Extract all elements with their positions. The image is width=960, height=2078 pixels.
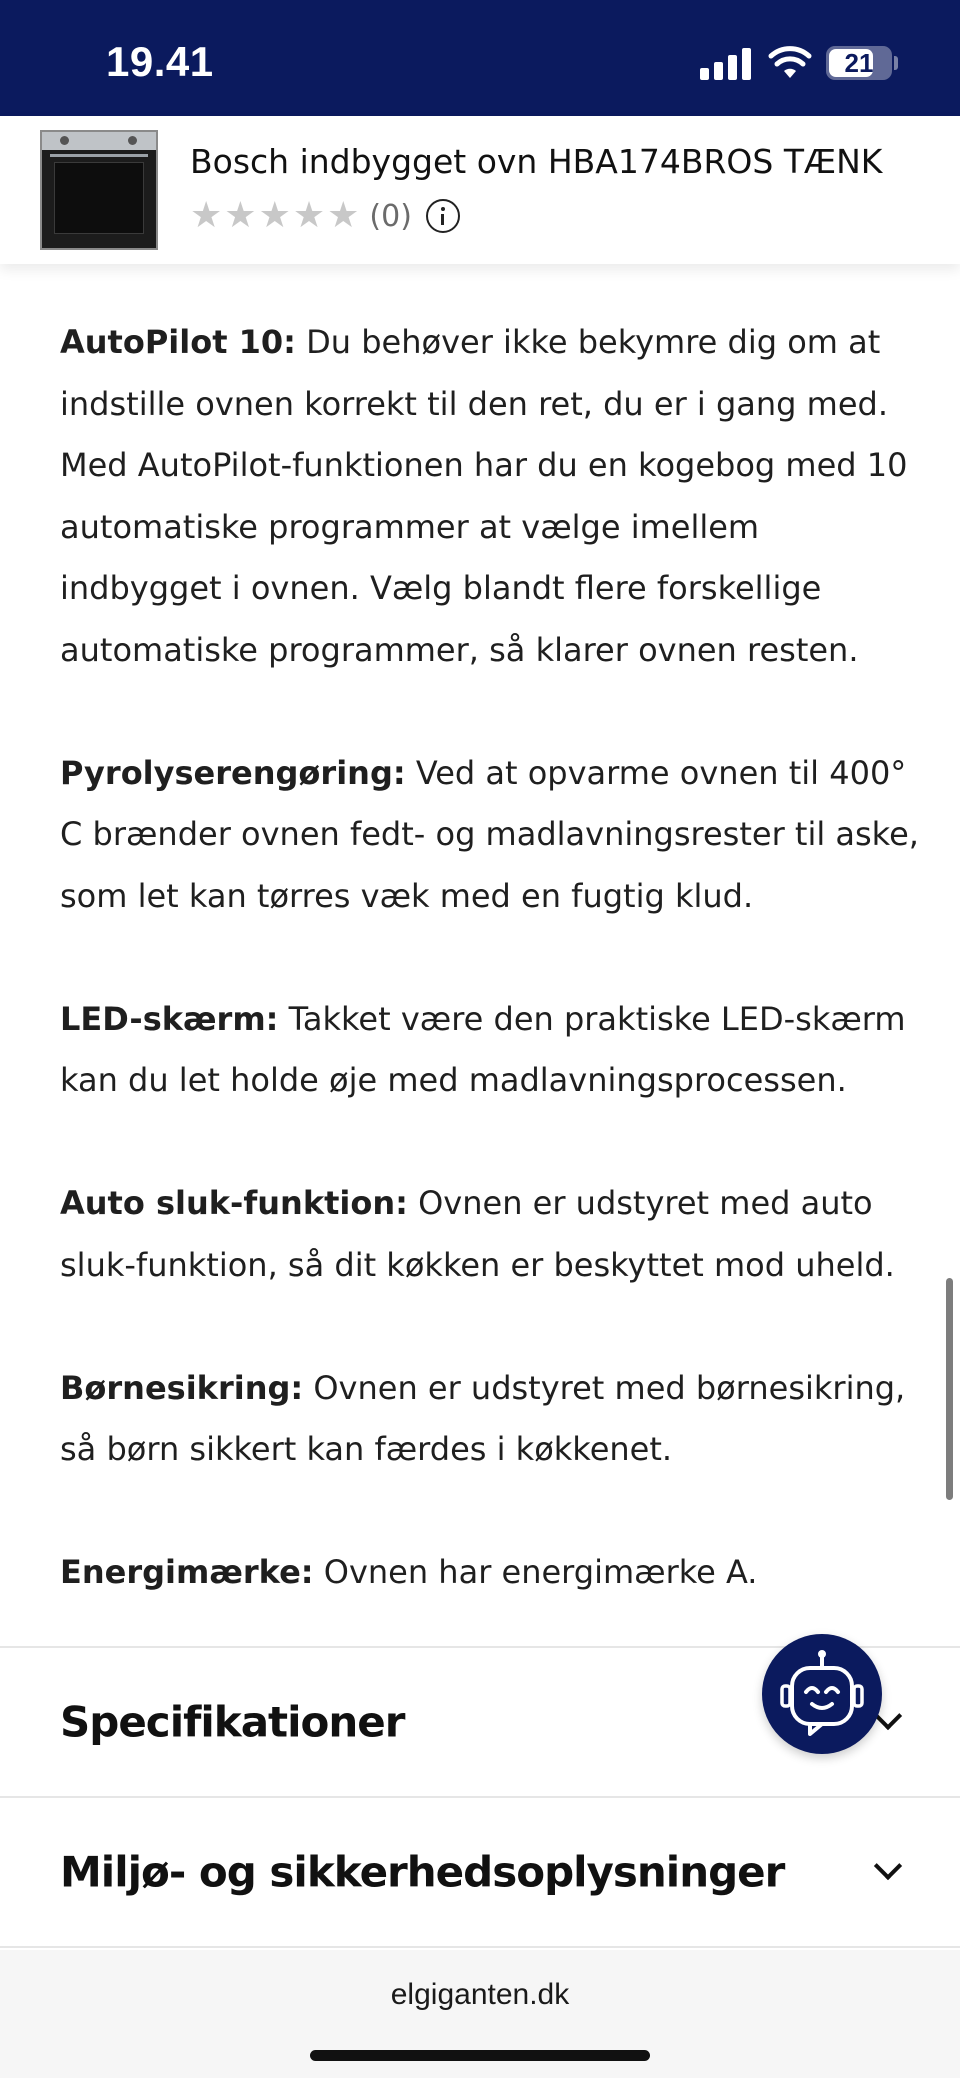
wifi-icon — [768, 44, 812, 80]
feature-text: Ovnen er udstyret med auto sluk-funktion, så dit køkken er beskyttet mod uheld. — [60, 1184, 895, 1284]
environment-safety-accordion[interactable] — [0, 1796, 960, 1948]
product-title: Bosch indbygget ovn HBA174BROS TÆNK — [190, 142, 883, 181]
feature-text: Takket være den praktiske LED-skærm kan du let holde øje med madlavningsprocessen. — [60, 999, 906, 1099]
feature-pyrolysis — [60, 743, 920, 928]
feature-child-lock — [60, 1358, 920, 1481]
battery-icon — [826, 46, 892, 80]
star-icon: ★ — [327, 195, 360, 236]
feature-led-display — [60, 989, 920, 1112]
feature-heading: AutoPilot 10: — [60, 323, 296, 361]
status-bar — [0, 0, 960, 116]
feature-text: Ovnen har energimærke A. — [323, 1553, 758, 1591]
oven-image — [40, 130, 158, 250]
status-time: 19.41 — [106, 38, 214, 85]
url-text[interactable]: elgiganten.dk — [390, 1978, 570, 2011]
feature-energy-label — [60, 1542, 920, 1604]
accordion-title: Miljø- og sikkerhedsoplysninger — [60, 1847, 785, 1897]
feature-auto-off — [60, 1173, 920, 1296]
battery-level: 21 — [844, 48, 874, 78]
product-header — [0, 116, 960, 264]
scrollbar[interactable] — [946, 1278, 953, 1500]
feature-heading: Auto sluk-funktion: — [60, 1184, 408, 1222]
feature-text: Ved at opvarme ovnen til 400° C brænder ovnen fedt- og madlavningsrester til aske, som let kan tørres væk med en fugtig klud. — [60, 753, 919, 915]
chatbot-button[interactable] — [762, 1634, 882, 1754]
feature-heading: Energimærke: — [60, 1553, 314, 1591]
info-icon[interactable] — [426, 199, 460, 233]
robot-face-icon — [762, 1634, 882, 1754]
accordion-title: Specifikationer — [60, 1697, 405, 1747]
product-description — [60, 312, 920, 1665]
chevron-down-icon — [874, 1852, 902, 1880]
feature-heading: Pyrolyserengøring: — [60, 753, 406, 792]
feature-heading: LED-skærm: — [60, 999, 279, 1038]
star-icon: ★ — [190, 195, 223, 236]
home-indicator[interactable] — [310, 2050, 650, 2061]
star-icon: ★ — [258, 195, 291, 236]
star-icon: ★ — [224, 195, 257, 236]
cellular-signal-icon — [700, 46, 752, 80]
feature-text: Du behøver ikke bekymre dig om at indstille ovnen korrekt til den ret, du er i gang med. Med AutoPilot-funktionen har du en kogebog med 10 automatiske programmer at vælge imellem indbygget i ovnen. Vælg blandt flere forskellige automatiske programmer, så klarer ovnen resten. — [60, 323, 908, 669]
feature-autopilot — [60, 312, 920, 681]
product-thumbnail[interactable] — [38, 130, 160, 250]
product-rating[interactable] — [190, 196, 460, 236]
feature-text: Ovnen er udstyret med børnesikring, så børn sikkert kan færdes i køkkenet. — [60, 1368, 906, 1468]
star-icon: ★ — [292, 195, 326, 236]
rating-count: (0) — [369, 198, 412, 234]
browser-address-bar[interactable] — [0, 1950, 960, 2078]
feature-heading: Børnesikring: — [60, 1368, 304, 1407]
